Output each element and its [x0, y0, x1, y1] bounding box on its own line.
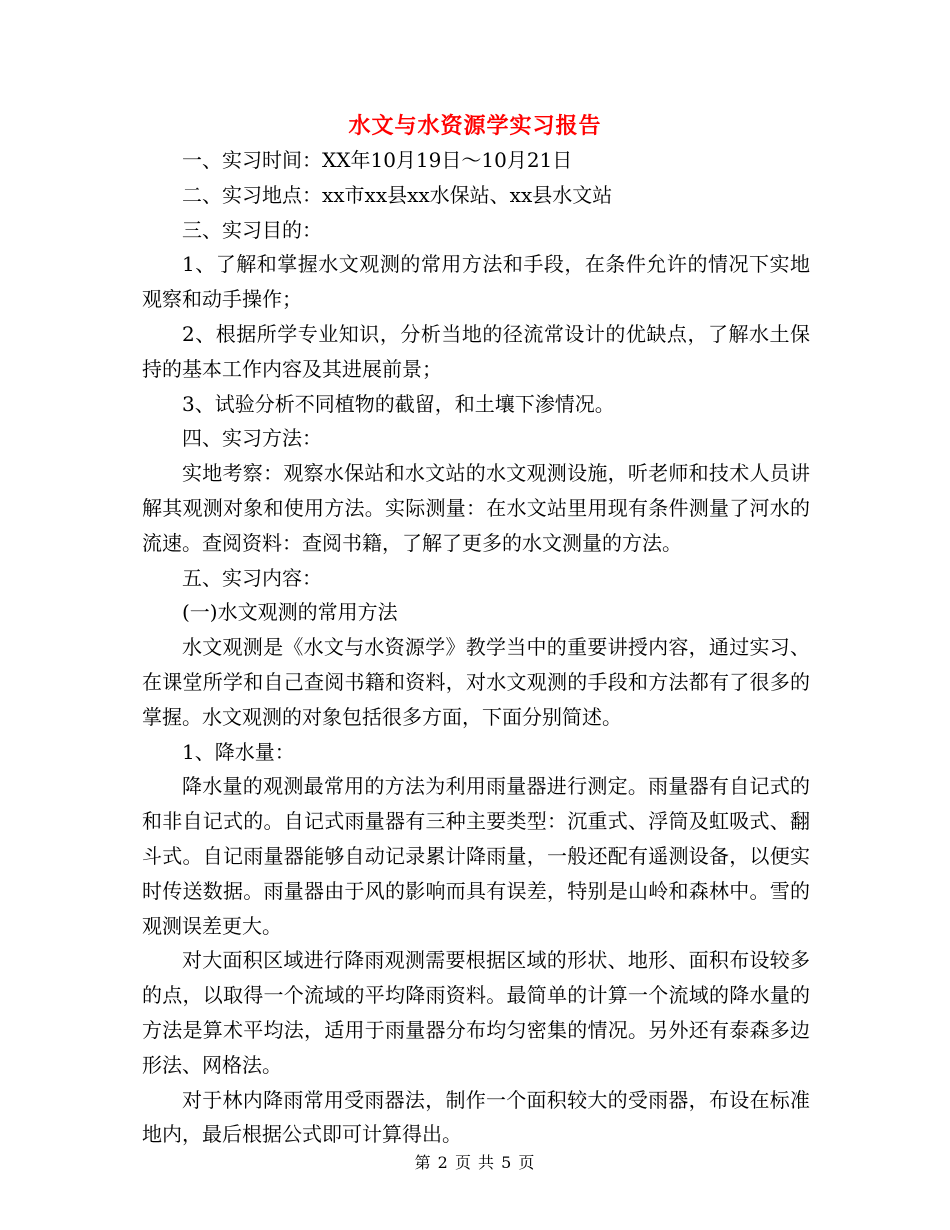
heading-internship-method: 四、实习方法： — [182, 426, 322, 451]
document-title: 水文与水资源学实习报告 — [348, 113, 602, 139]
paragraph-purpose-2: 2、根据所学专业知识，分析当地的径流常设计的优缺点，了解水土保持的基本工作内容及其进展前景； — [142, 321, 810, 381]
paragraph-method: 实地考察：观察水保站和水文站的水文观测设施，听老师和技术人员讲解其观测对象和使用方法。实际测量：在水文站里用现有条件测量了河水的流速。查阅资料：查阅书籍，了解了更多的水文测量的方法。 — [142, 461, 810, 555]
paragraph-precipitation-gauge: 降水量的观测最常用的方法为利用雨量器进行测定。雨量器有自记式的和非自记式的。自记式雨量器有三种主要类型：沉重式、浮筒及虹吸式、翻斗式。自记雨量器能够自动记录累计降雨量，一般还配有遥测设备，以便实时传送数据。雨量器由于风的影响而具有误差，特别是山岭和森林中。雪的观测误差更大。 — [142, 774, 810, 938]
heading-internship-purpose: 三、实习目的： — [182, 217, 322, 242]
page-number-footer: 第 2 页 共 5 页 — [414, 1153, 536, 1172]
subheading-observation-methods: (一)水文观测的常用方法 — [182, 600, 398, 625]
heading-internship-content: 五、实习内容： — [182, 565, 322, 590]
paragraph-area-rainfall: 对大面积区域进行降雨观测需要根据区域的形状、地形、面积布设较多的点，以取得一个流域的平均降雨资料。最简单的计算一个流域的降水量的方法是算术平均法，适用于雨量器分布均匀密集的情况。另外还有泰森多边形法、网格法。 — [142, 948, 810, 1077]
paragraph-internship-time: 一、实习时间：XX年10月19日～10月21日 — [182, 148, 573, 172]
paragraph-observation-intro: 水文观测是《水文与水资源学》教学当中的重要讲授内容，通过实习、在课堂所学和自己查阅书籍和资料，对水文观测的手段和方法都有了很多的掌握。水文观测的对象包括很多方面，下面分别简述。 — [142, 635, 810, 729]
paragraph-purpose-1: 1、了解和掌握水文观测的常用方法和手段，在条件允许的情况下实地观察和动手操作； — [142, 252, 810, 312]
subheading-precipitation: 1、降水量： — [182, 739, 295, 764]
document-body — [142, 143, 810, 1152]
paragraph-purpose-3: 3、试验分析不同植物的截留，和土壤下渗情况。 — [182, 391, 615, 416]
paragraph-internship-location: 二、实习地点：xx市xx县xx水保站、xx县水文站 — [182, 182, 613, 207]
paragraph-forest-rainfall: 对于林内降雨常用受雨器法，制作一个面积较大的受雨器，布设在标准地内，最后根据公式即可计算得出。 — [142, 1087, 810, 1147]
